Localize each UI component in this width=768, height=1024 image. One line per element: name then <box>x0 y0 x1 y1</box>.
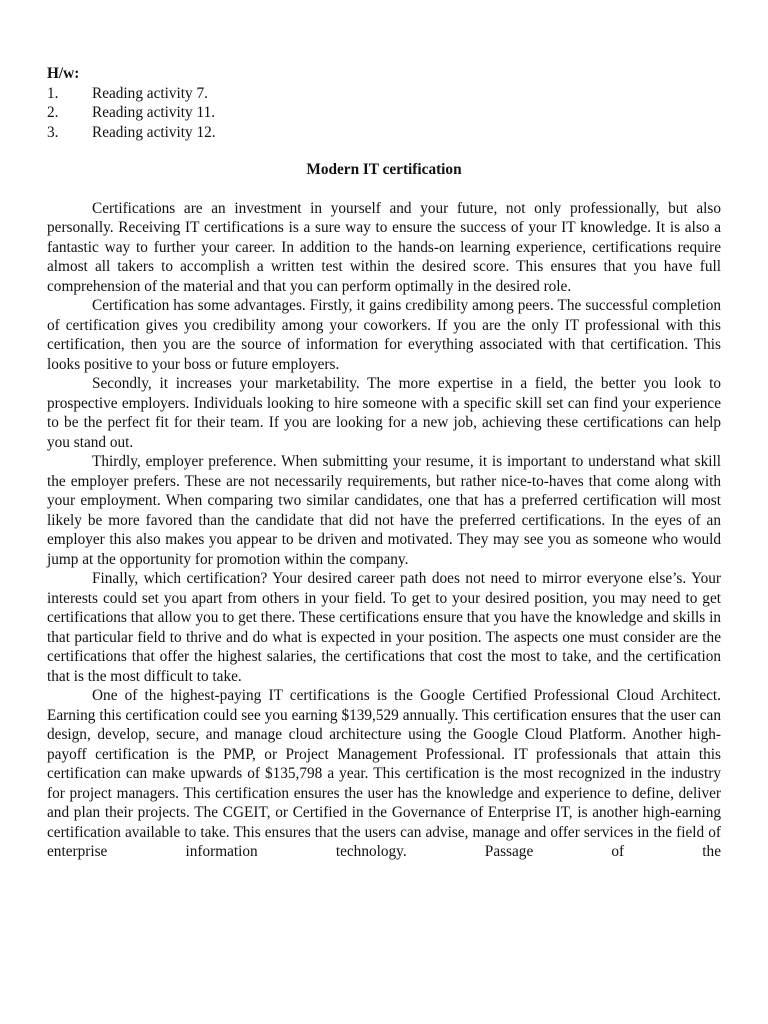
article-paragraph: Certification has some advantages. Firstly, it gains credibility among peers. The successful completion of certification gives you credibility among your coworkers. If you are the only IT professional with this certification, then you are the source of information for everything associated with that certification. This looks positive to your boss or future employers. <box>47 297 721 373</box>
homework-item <box>47 103 721 123</box>
article-paragraph: Secondly, it increases your marketability. The more expertise in a field, the better you look to prospective employers. Individuals looking to hire someone with a specific skill set can find your experience to be the perfect fit for their team. If you are looking for a new job, achieving these certifications can help you stand out. <box>47 375 721 451</box>
article-paragraph: Certifications are an investment in yourself and your future, not only professionally, but also personally. Receiving IT certifications is a sure way to ensure the success of your IT knowledge. It is also a fantastic way to further your career. In addition to the hands-on learning experience, certifications require almost all takers to accomplish a written test within the desired score. This ensures that you have full comprehension of the material and that you can perform optimally in the desired role. <box>47 199 721 295</box>
article-title: Modern IT certification <box>306 161 462 178</box>
homework-item-number: 2. <box>47 104 59 121</box>
homework-item <box>47 123 721 143</box>
homework-item-number: 3. <box>47 123 59 141</box>
article-paragraph: Thirdly, employer preference. When submitting your resume, it is important to understand what skill the employer prefers. These are not necessarily requirements, but rather nice-to-haves that come along with your employment. When comparing two similar candidates, one that has a preferred certification will most likely be more favored than the candidate that did not have the preferred certifications. In the eyes of an employer this also makes you appear to be driven and motivated. They may see you as someone who would jump at the opportunity for promotion within the company. <box>47 453 721 568</box>
article-paragraph: One of the highest-paying IT certifications is the Google Certified Professional Cloud Architect. Earning this certification could see you earning $139,529 annually. This certification ensures that the user can design, develop, secure, and manage cloud architecture using the Google Cloud Platform. Another high-payoff certification is the PMP, or Project Management Professional. IT professionals that attain this certification can make upwards of $135,798 a year. This certification is the most recognized in the industry for project managers. This certification ensures the user has the knowledge and experience to define, deliver and plan their projects. The CGEIT, or Certified in the Governance of Enterprise IT, is another high-earning certification available to take. This ensures that the users can advise, manage and offer services in the field of enterprise information technology. Passage of the <box>47 687 721 860</box>
homework-item <box>47 84 721 104</box>
homework-item-text: Reading activity 7. <box>92 84 208 102</box>
homework-list <box>47 84 721 143</box>
homework-item-text: Reading activity 12. <box>92 123 216 141</box>
article-paragraph: Finally, which certification? Your desired career path does not need to mirror everyone else’s. Your interests could set you apart from others in your field. To get to your desired position, you may need to get certifications that allow you to get there. These certifications ensure that you have the knowledge and skills in that particular field to thrive and do what is expected in your position. The aspects one must consider are the certifications that offer the highest salaries, the certifications that cost the most to take, and the certification that is the most difficult to take. <box>47 570 721 685</box>
homework-item-text: Reading activity 11. <box>92 104 216 121</box>
homework-item-number: 1. <box>47 84 59 102</box>
homework-title: H/w: <box>47 65 80 82</box>
